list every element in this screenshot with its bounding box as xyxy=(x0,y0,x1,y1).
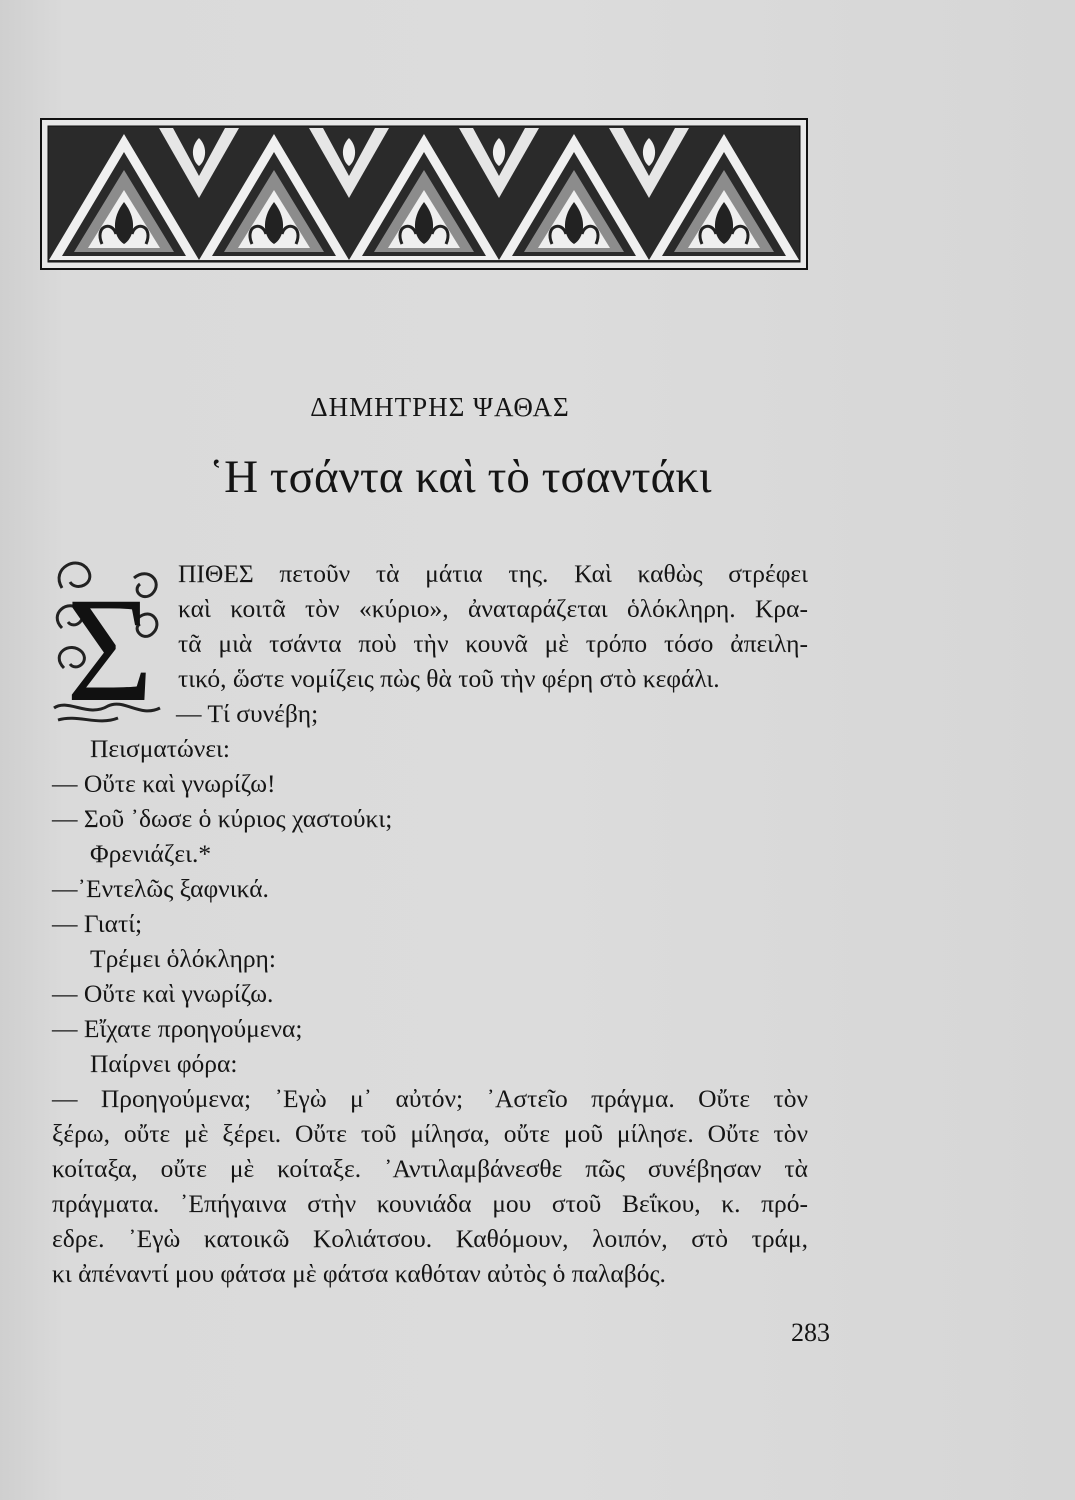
text-line: κι ἀπέναντί μου φάτσα μὲ φάτσα καθόταν αὐτὸς ὁ παλαβός. xyxy=(52,1259,666,1288)
ornamental-header-band xyxy=(40,118,808,270)
text-line: τικό, ὥστε νομίζεις πὼς θὰ τοῦ τὴν φέρη στὸ κεφάλι. xyxy=(178,664,720,693)
text-line: —᾿Εντελῶς ξαφνικά. xyxy=(52,874,269,903)
ornate-drop-cap xyxy=(48,548,166,728)
text-line: ΠΙΘΕΣ πετοῦν τὰ μάτια της. Καὶ καθὼς στρέφει xyxy=(178,559,808,588)
page-number: 283 xyxy=(791,1318,830,1347)
dropcap-letter: Σ xyxy=(66,567,154,728)
text-line: Τρέμει ὁλόκληρη: xyxy=(90,944,276,973)
text-line: ξέρω, οὔτε μὲ ξέρει. Οὔτε τοῦ μίλησα, οὔτε μοῦ μίλησε. Οὔτε τὸν xyxy=(52,1119,808,1148)
story-title: ῾Η τσάντα καὶ τὸ τσαντάκι xyxy=(208,451,712,503)
text-line: — Οὔτε καὶ γνωρίζω! xyxy=(52,769,276,798)
text-line: καὶ κοιτᾶ τὸν «κύριο», ἀναταράζεται ὁλόκληρη. Κρα- xyxy=(178,594,808,623)
text-line: Παίρνει φόρα: xyxy=(90,1049,238,1078)
text-line: εδρε. ᾿Εγὼ κατοικῶ Κολιάτσου. Καθόμουν, λοιπόν, στὸ τράμ, xyxy=(52,1224,808,1253)
text-line: — Εἴχατε προηγούμενα; xyxy=(52,1014,303,1043)
text-line: Πεισματώνει: xyxy=(90,734,230,763)
text-line: — Οὔτε καὶ γνωρίζω. xyxy=(52,979,274,1008)
text-line: — Προηγούμενα; ᾿Εγὼ μ᾿ αὐτόν; ᾿Αστεῖο πράγμα. Οὔτε τὸν xyxy=(52,1084,808,1113)
text-line: Φρενιάζει.* xyxy=(90,839,212,868)
text-line: κοίταξα, οὔτε μὲ κοίταξε. ᾿Αντιλαμβάνεσθε πῶς συνέβησαν τὰ xyxy=(52,1154,808,1183)
text-line: πράγματα. ᾿Επήγαινα στὴν κουνιάδα μου στοῦ Βεΐκου, κ. πρό- xyxy=(52,1189,808,1218)
text-line: — Γιατί; xyxy=(52,909,143,938)
ornament-triangles-icon xyxy=(40,118,808,270)
text-line: τᾶ μιὰ τσάντα ποὺ τὴν κουνᾶ μὲ τρόπο τόσο ἀπειλη- xyxy=(178,629,808,658)
text-line: — Σοῦ ᾿δωσε ὁ κύριος χαστούκι; xyxy=(52,804,393,833)
text-line: — Τί συνέβη; xyxy=(176,699,319,728)
author-name: ΔΗΜΗΤΡΗΣ ΨΑΘΑΣ xyxy=(310,392,570,422)
